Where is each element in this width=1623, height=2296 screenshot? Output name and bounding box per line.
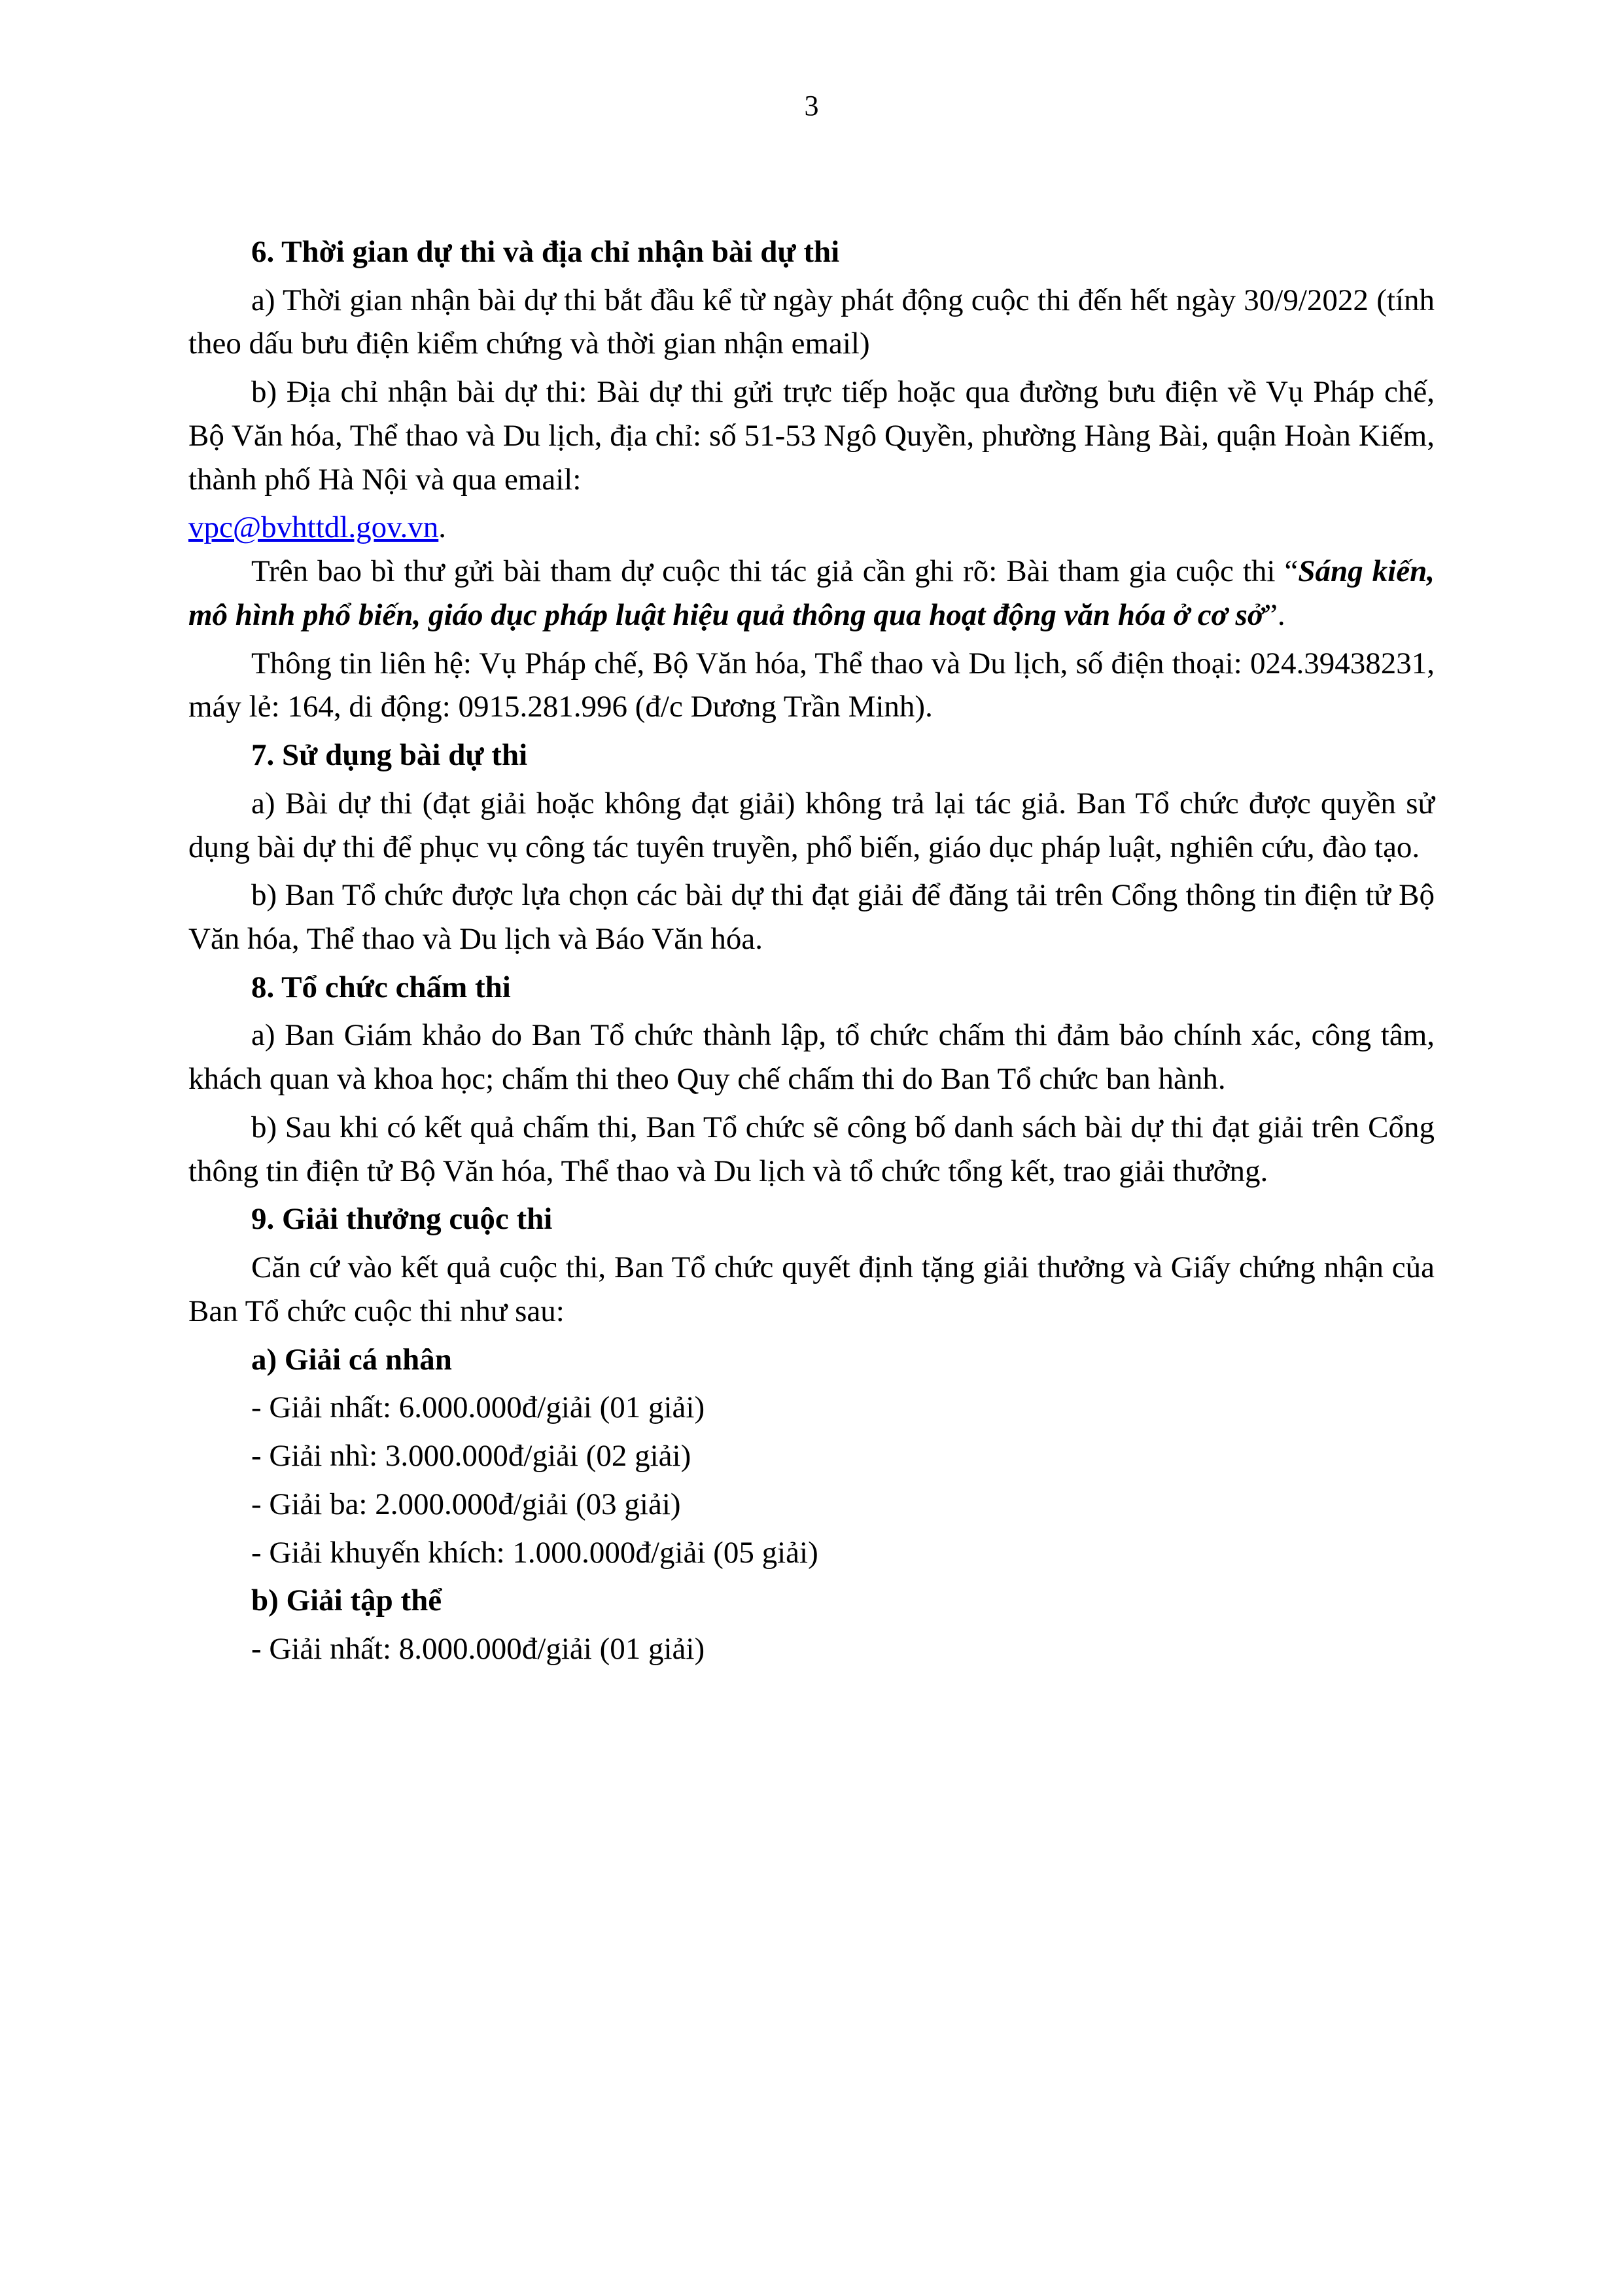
- section-6-contact-info: Thông tin liên hệ: Vụ Pháp chế, Bộ Văn hóa, Thể thao và Du lịch, số điện thoại: 024.39438231, máy lẻ: 164, di động: 0915.281.996 (đ/c Dương Trần Minh).: [188, 646, 1435, 724]
- section-6-heading: 6. Thời gian dự thi và địa chỉ nhận bài dự thi: [251, 235, 840, 269]
- section-8-paragraph-b: b) Sau khi có kết quả chấm thi, Ban Tổ chức sẽ công bố danh sách bài dự thi đạt giải trên Cổng thông tin điện tử Bộ Văn hóa, Thể thao và Du lịch và tổ chức tổng kết, trao giải thưởng.: [188, 1110, 1435, 1188]
- envelope-note-paragraph: [188, 550, 1435, 637]
- section-8-heading: 8. Tổ chức chấm thi: [251, 970, 511, 1004]
- section-8-paragraph-a: a) Ban Giám khảo do Ban Tổ chức thành lập, tổ chức chấm thi đảm bảo chính xác, công tâm, khách quan và khoa học; chấm thi theo Quy chế chấm thi do Ban Tổ chức ban hành.: [188, 1018, 1435, 1097]
- document-body: [188, 230, 1435, 1676]
- section-9-heading: 9. Giải thưởng cuộc thi: [251, 1202, 553, 1237]
- contact-email-period: .: [438, 510, 447, 545]
- award-group-collective-title: b) Giải tập thể: [251, 1583, 442, 1618]
- section-6-paragraph-b-text: b) Địa chỉ nhận bài dự thi: Bài dự thi gửi trực tiếp hoặc qua đường bưu điện về Vụ Pháp chế, Bộ Văn hóa, Thể thao và Du lịch, địa chỉ: số 51-53 Ngô Quyền, phường Hàng Bài, quận Hoàn Kiếm, thành phố Hà Nội và qua email:: [188, 375, 1435, 497]
- contest-title: Sáng kiến, mô hình phổ biến, giáo dục pháp luật hiệu quả thông qua hoạt động văn hóa ở cơ sở: [188, 554, 1435, 632]
- section-6-paragraph-b: [188, 370, 1435, 501]
- award-item-first-prize-individual: - Giải nhất: 6.000.000đ/giải (01 giải): [251, 1390, 705, 1425]
- contact-email-link[interactable]: vpc@bvhttdl.gov.vn: [188, 510, 439, 545]
- award-item-first-prize-collective: - Giải nhất: 8.000.000đ/giải (01 giải): [251, 1632, 705, 1667]
- section-7-paragraph-b: b) Ban Tổ chức được lựa chọn các bài dự thi đạt giải để đăng tải trên Cổng thông tin điện tử Bộ Văn hóa, Thể thao và Du lịch và Báo Văn hóa.: [188, 878, 1435, 957]
- award-item-third-prize-individual: - Giải ba: 2.000.000đ/giải (03 giải): [251, 1487, 681, 1521]
- award-item-second-prize-individual: - Giải nhì: 3.000.000đ/giải (02 giải): [251, 1439, 691, 1474]
- envelope-note-prefix: Trên bao bì thư gửi bài tham dự cuộc thi tác giả cần ghi rõ: Bài tham gia cuộc thi “: [251, 554, 1299, 589]
- section-7-heading: 7. Sử dụng bài dự thi: [251, 738, 528, 773]
- envelope-note-suffix: ”.: [1264, 597, 1285, 632]
- award-item-consolation-prize-individual: - Giải khuyến khích: 1.000.000đ/giải (05 giải): [251, 1535, 818, 1570]
- award-group-individual-title: a) Giải cá nhân: [251, 1342, 452, 1377]
- page-number: 3: [804, 90, 819, 122]
- section-6-paragraph-a: a) Thời gian nhận bài dự thi bắt đầu kể từ ngày phát động cuộc thi đến hết ngày 30/9/2022 (tính theo dấu bưu điện kiểm chứng và thời gian nhận email): [188, 283, 1435, 361]
- section-7-paragraph-a: a) Bài dự thi (đạt giải hoặc không đạt giải) không trả lại tác giả. Ban Tổ chức được quyền sử dụng bài dự thi để phục vụ công tác tuyên truyền, phổ biến, giáo dục pháp luật, nghiên cứu, đào tạo.: [188, 786, 1435, 864]
- contact-email-line: [188, 506, 1435, 550]
- section-9-intro: Căn cứ vào kết quả cuộc thi, Ban Tổ chức quyết định tặng giải thưởng và Giấy chứng nhận của Ban Tổ chức cuộc thi như sau:: [188, 1250, 1435, 1328]
